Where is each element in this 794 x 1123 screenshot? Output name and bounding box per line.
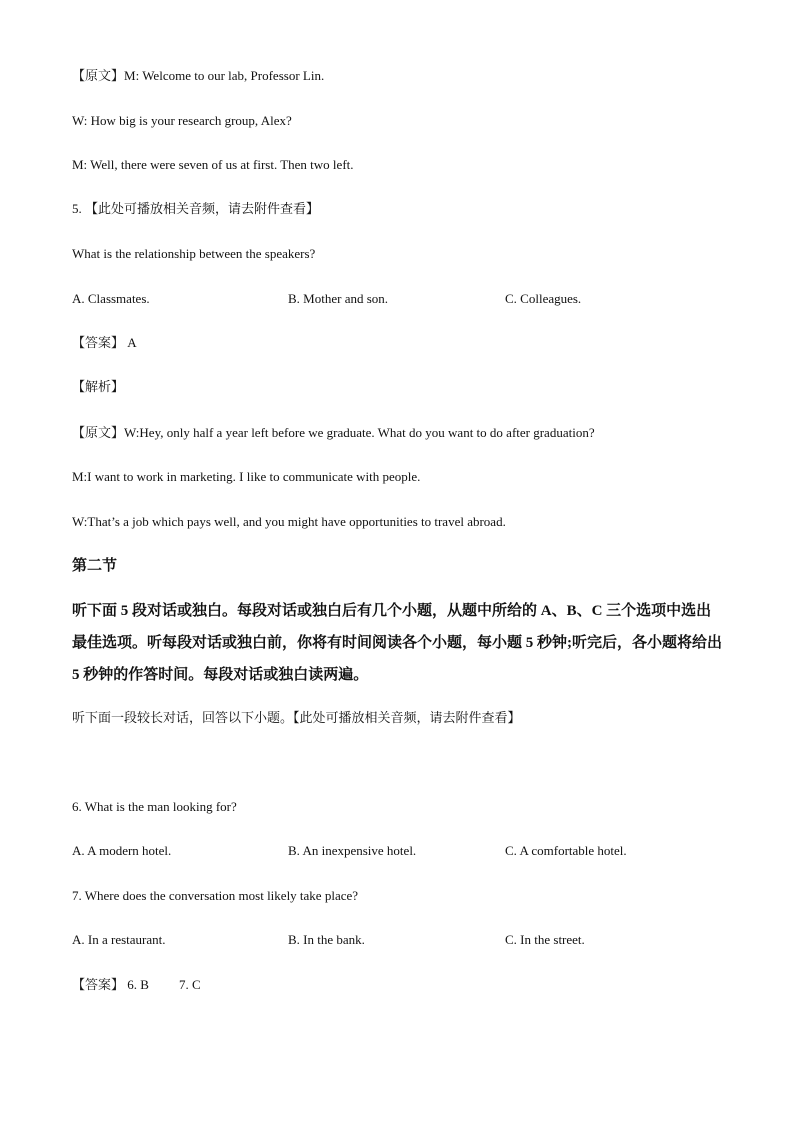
- original-text-line-2: [72, 423, 595, 443]
- original-text-line-1: [72, 66, 324, 86]
- original-tag: 【原文】: [72, 425, 125, 440]
- answer-tag: 【答案】: [72, 977, 125, 992]
- option-b: B. Mother and son.: [288, 291, 389, 306]
- dialogue-text: M: Welcome to our lab, Professor Lin.: [124, 68, 325, 83]
- option-b: B. In the bank.: [288, 932, 365, 947]
- question-6-text: 6. What is the man looking for?: [72, 799, 237, 814]
- option-c: C. A comfortable hotel.: [505, 843, 627, 858]
- dialogue-line-w2: W:That’s a job which pays well, and you might have opportunities to travel abroad.: [72, 514, 506, 529]
- original-tag: 【原文】: [72, 68, 125, 83]
- question-5-header: 5. 【此处可播放相关音频，请去附件查看】: [72, 201, 320, 216]
- answer-5: [72, 333, 137, 353]
- option-a: A. In a restaurant.: [72, 932, 166, 947]
- answer-value: A: [127, 335, 137, 350]
- answer-7: 7. C: [178, 977, 201, 992]
- question-5-text: What is the relationship between the speakers?: [72, 246, 316, 261]
- listen-prompt: 听下面一段较长对话，回答以下小题。【此处可播放相关音频，请去附件查看】: [72, 710, 521, 725]
- analysis-tag: 【解析】: [72, 379, 125, 394]
- dialogue-line-m1: M: Well, there were seven of us at first. Then two left.: [72, 157, 354, 172]
- option-b: B. An inexpensive hotel.: [288, 843, 417, 858]
- dialogue-line-w1: W: How big is your research group, Alex?: [72, 113, 292, 128]
- question-7-text: 7. Where does the conversation most likely take place?: [72, 888, 359, 903]
- dialogue-line-m2: M:I want to work in marketing. I like to communicate with people.: [72, 469, 421, 484]
- answer-tag: 【答案】: [72, 335, 125, 350]
- answer-6-7: [72, 975, 201, 995]
- section-instructions: 听下面 5 段对话或独白。每段对话或独白后有几个小题，从题中所给的 A、B、C 三个选项中选出最佳选项。听每段对话或独白前，你将有时间阅读各个小题，每小题 5 秒钟;听完后，各小题将给出 5 秒钟的作答时间。每段对话或独白读两遍。: [72, 603, 722, 683]
- option-a: A. Classmates.: [72, 291, 150, 306]
- answer-6: 6. B: [127, 977, 149, 992]
- section-title: 第二节: [72, 558, 118, 574]
- option-a: A. A modern hotel.: [72, 843, 172, 858]
- dialogue-text: W:Hey, only half a year left before we graduate. What do you want to do after graduation?: [124, 425, 595, 440]
- option-c: C. In the street.: [505, 932, 585, 947]
- option-c: C. Colleagues.: [505, 291, 582, 306]
